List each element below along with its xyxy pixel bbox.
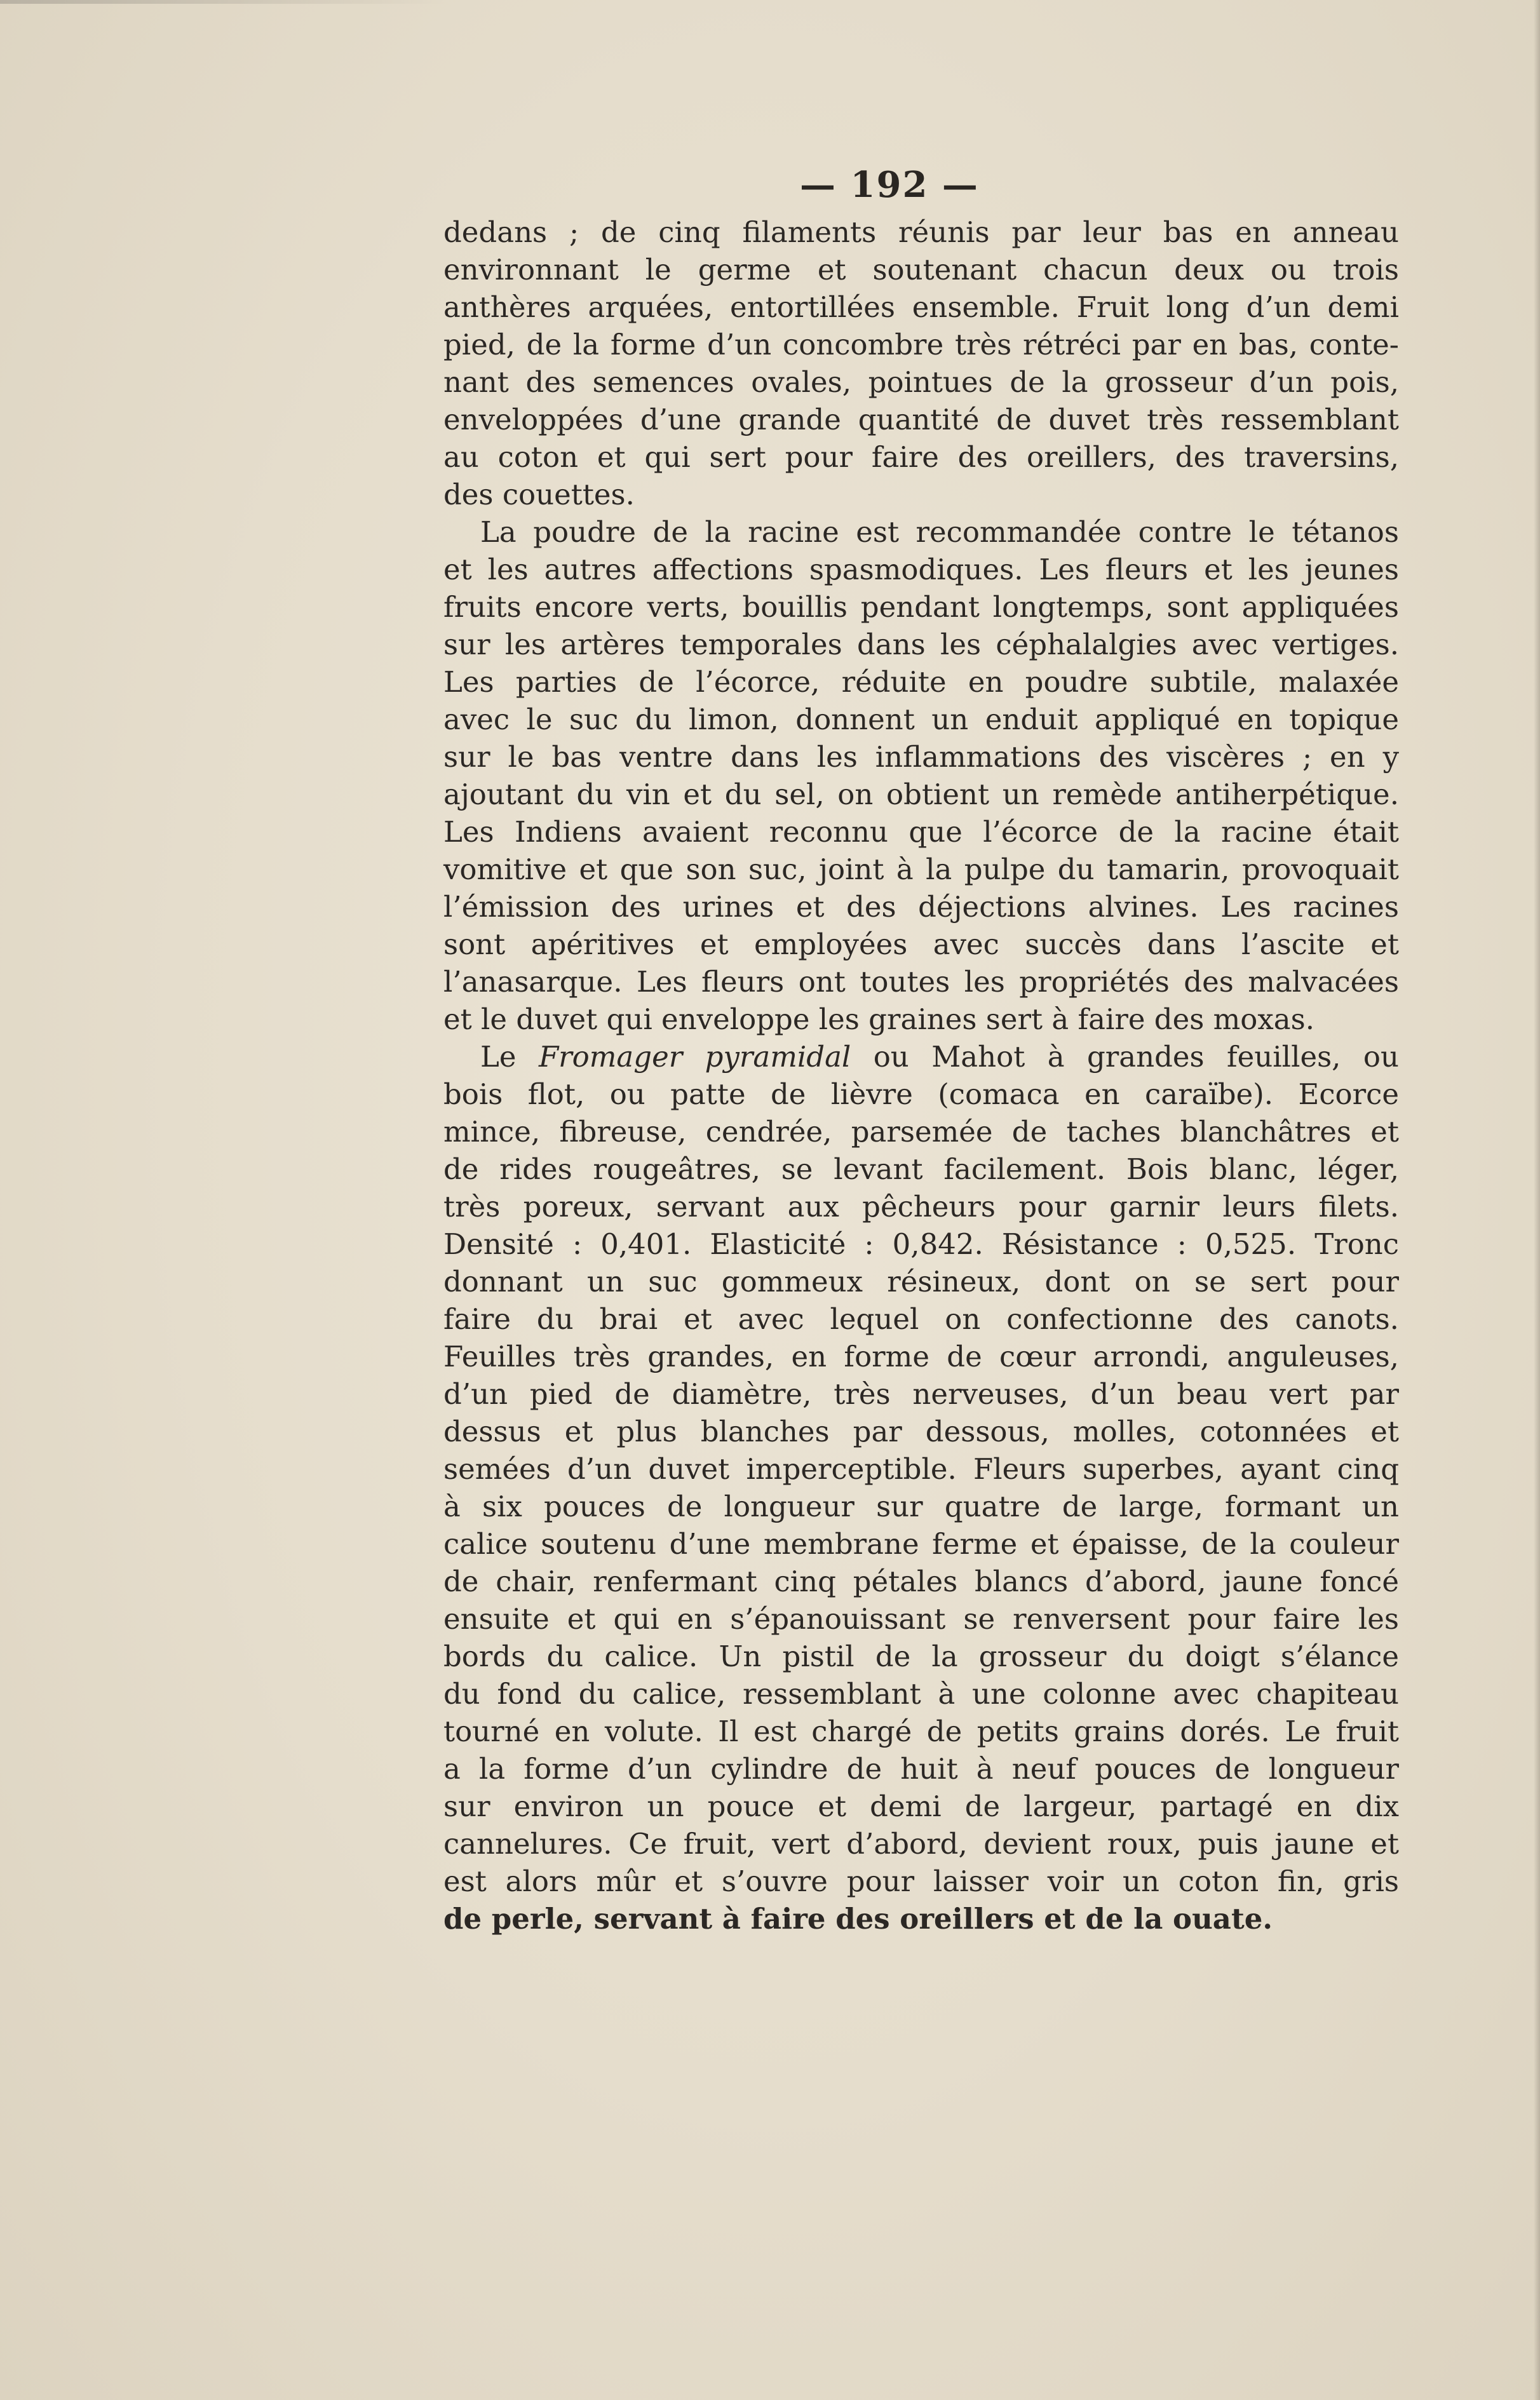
text-line: du fond du calice, ressemblant à une colonne avec chapiteau <box>443 1677 1399 1711</box>
text-line: ensuite et qui en s’épanouissant se renversent pour faire les <box>443 1602 1399 1636</box>
text-line: tourné en volute. Il est chargé de petits grains dorés. Le fruit <box>443 1715 1399 1748</box>
text-line: calice soutenu d’une membrane ferme et épaisse, de la couleur <box>443 1527 1399 1561</box>
text-line: Feuilles très grandes, en forme de cœur arrondi, anguleuses, <box>443 1340 1399 1373</box>
text-line: dedans ; de cinq filaments réunis par leur bas en anneau <box>443 215 1399 249</box>
text-line: Densité : 0,401. Elasticité : 0,842. Résistance : 0,525. Tronc <box>443 1227 1399 1261</box>
text-line: pied, de la forme d’un concombre très rétréci par en bas, conte- <box>443 328 1399 361</box>
text-line: faire du brai et avec lequel on confectionne des canots. <box>443 1302 1399 1336</box>
text-line: donnant un suc gommeux résineux, dont on se sert pour <box>443 1265 1399 1298</box>
text-line: sur les artères temporales dans les céphalalgies avec vertiges. <box>443 628 1399 661</box>
text-segment: ou Mahot à grandes feuilles, ou <box>851 1040 1399 1074</box>
text-line: est alors mûr et s’ouvre pour laisser voir un coton fin, gris <box>443 1864 1399 1898</box>
text-segment: Le <box>480 1040 539 1074</box>
text-line: l’émission des urines et des déjections alvines. Les racines <box>443 890 1399 924</box>
text-line: bords du calice. Un pistil de la grosseur du doigt s’élance <box>443 1640 1399 1673</box>
text-line: sur environ un pouce et demi de largeur, partagé en dix <box>443 1790 1399 1823</box>
text-line: Les Indiens avaient reconnu que l’écorce de la racine était <box>443 815 1399 849</box>
text-line: sont apéritives et employées avec succès dans l’ascite et <box>443 927 1399 961</box>
text-line: nant des semences ovales, pointues de la grosseur d’un pois, <box>443 365 1399 399</box>
text-line: avec le suc du limon, donnent un enduit appliqué en topique <box>443 703 1399 736</box>
text-line: environnant le germe et soutenant chacun deux ou trois <box>443 253 1399 287</box>
italic-term: Fromager pyramidal <box>538 1040 851 1074</box>
text-line: sur le bas ventre dans les inflammations des viscères ; en y <box>443 740 1399 774</box>
text-line: des couettes. <box>443 478 635 511</box>
text-line: au coton et qui sert pour faire des oreillers, des traversins, <box>443 440 1399 474</box>
text-line: à six pouces de longueur sur quatre de large, formant un <box>443 1490 1399 1523</box>
text-line: d’un pied de diamètre, très nerveuses, d’un beau vert par <box>443 1377 1399 1411</box>
text-line: de chair, renfermant cinq pétales blancs d’abord, jaune foncé <box>443 1565 1399 1598</box>
text-line: anthères arquées, entortillées ensemble. Fruit long d’un demi <box>443 290 1399 324</box>
text-line: La poudre de la racine est recommandée contre le tétanos <box>480 515 1399 549</box>
page-right-edge-shadow <box>1534 0 1540 2400</box>
page-number: — 192 — <box>800 164 979 206</box>
text-line: Les parties de l’écorce, réduite en poudre subtile, malaxée <box>443 665 1399 699</box>
text-line: semées d’un duvet imperceptible. Fleurs superbes, ayant cinq <box>443 1452 1399 1486</box>
text-line: de perle, servant à faire des oreillers et de la ouate. <box>443 1902 1273 1936</box>
text-line: de rides rougeâtres, se levant facilement. Bois blanc, léger, <box>443 1152 1399 1186</box>
text-line: a la forme d’un cylindre de huit à neuf pouces de longueur <box>443 1752 1399 1786</box>
text-line <box>443 1038 1399 1075</box>
text-line: l’anasarque. Les fleurs ont toutes les propriétés des malvacées <box>443 965 1399 999</box>
text-line: et les autres affections spasmodiques. Les fleurs et les jeunes <box>443 553 1399 586</box>
text-line: très poreux, servant aux pêcheurs pour garnir leurs filets. <box>443 1190 1399 1224</box>
text-line: ajoutant du vin et du sel, on obtient un remède antiherpétique. <box>443 778 1399 811</box>
text-line: mince, fibreuse, cendrée, parsemée de taches blanchâtres et <box>443 1115 1399 1149</box>
text-line: dessus et plus blanches par dessous, molles, cotonnées et <box>443 1415 1399 1448</box>
body-text <box>443 213 1399 1938</box>
text-line: enveloppées d’une grande quantité de duvet très ressemblant <box>443 403 1399 436</box>
text-line: cannelures. Ce fruit, vert d’abord, devient roux, puis jaune et <box>443 1827 1399 1861</box>
page-top-edge <box>0 0 445 4</box>
text-line: bois flot, ou patte de lièvre (comaca en caraïbe). Ecorce <box>443 1077 1399 1111</box>
text-line: fruits encore verts, bouillis pendant longtemps, sont appliquées <box>443 590 1399 624</box>
text-line: vomitive et que son suc, joint à la pulpe du tamarin, provoquait <box>443 853 1399 886</box>
text-line: et le duvet qui enveloppe les graines sert à faire des moxas. <box>443 1002 1315 1036</box>
